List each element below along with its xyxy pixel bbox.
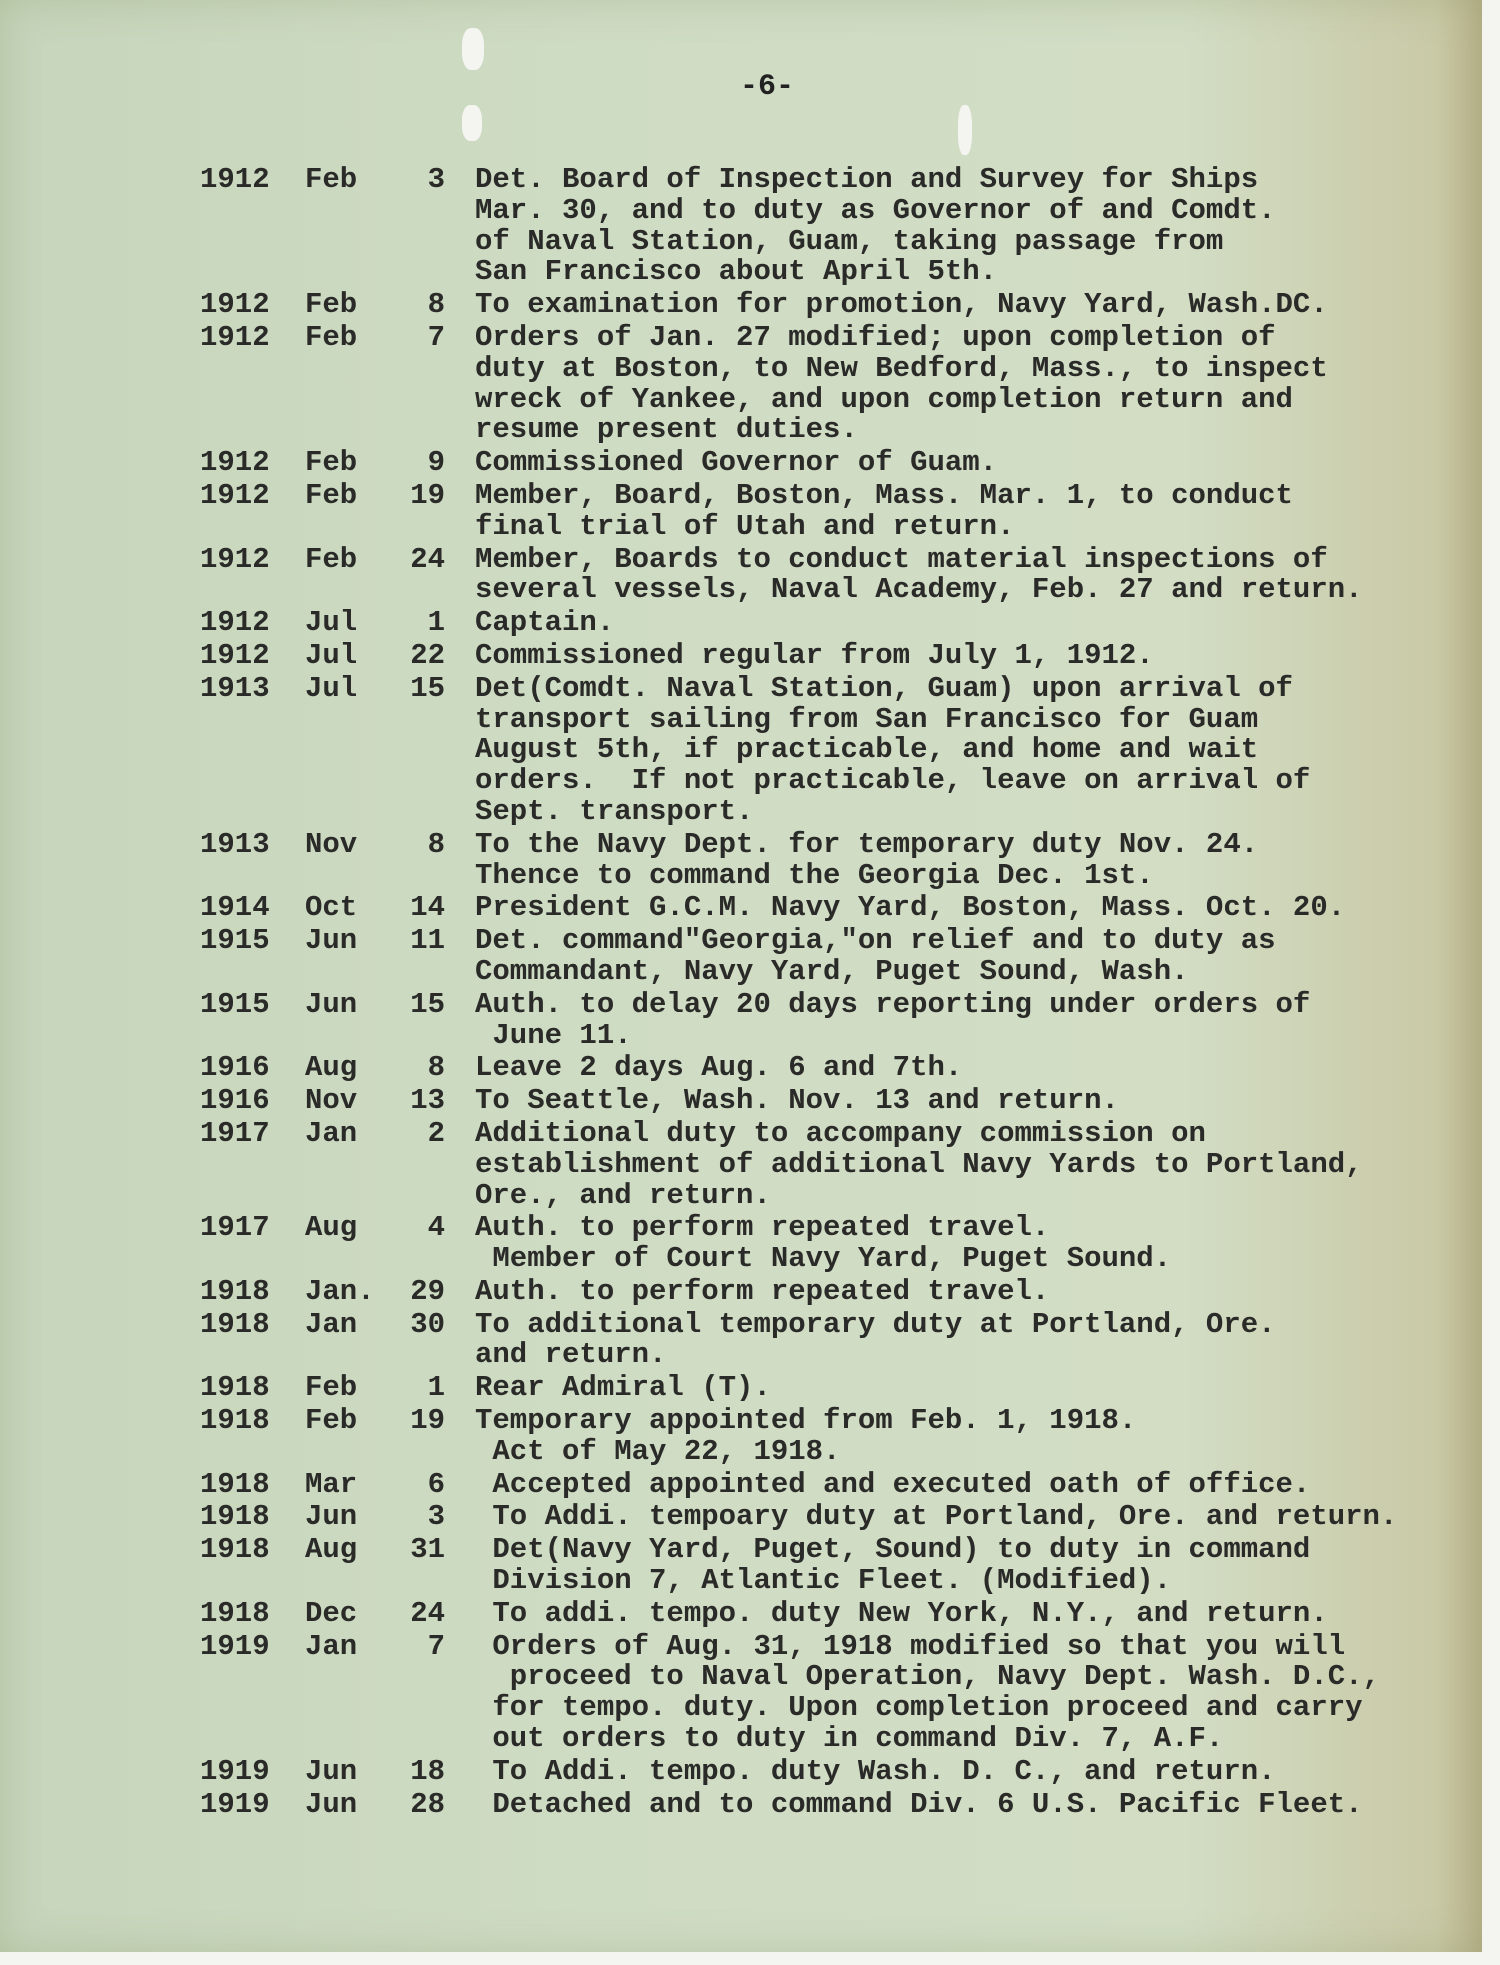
entry-line: Auth. to perform repeated travel. (475, 1274, 1050, 1308)
entry-year: 1918 (200, 1307, 270, 1341)
entry-day: 13 (410, 1084, 445, 1118)
entry-month: Jan (305, 1116, 358, 1150)
entry-text (475, 987, 1460, 1052)
entry-day: 29 (410, 1274, 445, 1308)
entry-day: 24 (410, 542, 445, 576)
entry-year: 1912 (200, 320, 270, 354)
entry-year: 1917 (200, 1116, 270, 1150)
entry-line: To addi. tempo. duty New York, N.Y., and return. (475, 1596, 1328, 1630)
entry-day: 3 (427, 163, 445, 196)
entry-month: Jun (305, 987, 358, 1021)
entry-day: 9 (427, 446, 445, 480)
entry-text (475, 638, 1460, 672)
entry-line: To the Navy Dept. for temporary duty Nov. 24. (475, 827, 1259, 861)
entry-day: 14 (410, 891, 445, 925)
entry-text (475, 608, 1460, 639)
entry-text (475, 1787, 1460, 1821)
entry-day: 11 (410, 924, 445, 958)
entry-text (475, 1502, 1460, 1533)
entry-year: 1912 (200, 478, 270, 512)
entry-line: Member, Boards to conduct material inspections of (475, 542, 1328, 576)
entry-line: To examination for promotion, Navy Yard, Wash.DC. (475, 288, 1328, 322)
entry-day: 8 (427, 827, 445, 861)
entry-text (475, 1086, 1460, 1117)
record-entry (200, 1053, 1460, 1084)
record-entry (200, 1307, 1460, 1372)
entry-text (475, 926, 1460, 988)
record-entry (200, 1373, 1460, 1404)
record-entry (200, 1406, 1460, 1468)
entry-line: Temporary appointed from Feb. 1, 1918. (475, 1404, 1137, 1438)
record-entry (200, 1502, 1460, 1533)
entry-day: 24 (410, 1596, 445, 1630)
record-entry (200, 320, 1460, 447)
record-entry (200, 1467, 1460, 1501)
entry-line: Det. command"Georgia,"on relief and to duty as (475, 924, 1276, 958)
entry-month: Oct (305, 891, 358, 925)
entry-line: Division 7, Atlantic Fleet. (Modified). (475, 1564, 1172, 1598)
entry-line: To additional temporary duty at Portland, Ore. (475, 1307, 1276, 1341)
entry-year: 1912 (200, 163, 270, 196)
entry-year: 1918 (200, 1371, 270, 1405)
entry-year: 1913 (200, 671, 270, 705)
entry-line: Ore., and return. (475, 1178, 771, 1212)
entry-line: Thence to command the Georgia Dec. 1st. (475, 858, 1154, 892)
entry-month: Jan (305, 1307, 358, 1341)
entry-month: Nov (305, 1084, 358, 1118)
entry-text (475, 893, 1460, 924)
entry-line: Member, Board, Boston, Mass. Mar. 1, to conduct (475, 478, 1293, 512)
record-entry (200, 1754, 1460, 1788)
entry-text (475, 1406, 1460, 1468)
entry-line: Act of May 22, 1918. (475, 1434, 841, 1468)
entry-month: Jun (305, 924, 358, 958)
record-entry (200, 671, 1460, 828)
entry-year: 1916 (200, 1084, 270, 1118)
entry-month: Aug (305, 1533, 358, 1567)
entry-year: 1912 (200, 446, 270, 480)
entry-line: Additional duty to accompany commission on (475, 1116, 1206, 1150)
record-entry (200, 448, 1460, 479)
record-entry (200, 893, 1460, 924)
entry-month: Mar (305, 1467, 358, 1501)
entry-text (475, 1274, 1460, 1308)
entry-year: 1918 (200, 1467, 270, 1501)
entry-day: 6 (427, 1467, 445, 1501)
entry-month: Feb (305, 446, 358, 480)
entry-line: Orders of Aug. 31, 1918 modified so that you will (475, 1629, 1346, 1663)
entry-year: 1918 (200, 1596, 270, 1630)
entry-line: Det. Board of Inspection and Survey for Ships (475, 163, 1259, 196)
record-entry (200, 608, 1460, 639)
entry-line: final trial of Utah and return. (475, 509, 1015, 543)
entry-text (475, 1373, 1460, 1404)
entry-year: 1916 (200, 1051, 270, 1085)
record-entry (200, 987, 1460, 1052)
entry-text (475, 542, 1460, 607)
entry-day: 4 (427, 1211, 445, 1245)
page-number: -6- (740, 70, 795, 104)
entry-year: 1912 (200, 542, 270, 576)
entry-line: Mar. 30, and to duty as Governor of and Comdt. (475, 193, 1276, 227)
entry-line: proceed to Naval Operation, Navy Dept. Wash. D.C., (475, 1660, 1380, 1694)
entry-year: 1918 (200, 1274, 270, 1308)
entry-year: 1912 (200, 638, 270, 672)
record-entry (200, 1596, 1460, 1630)
entry-line: June 11. (475, 1018, 632, 1052)
entry-month: Feb (305, 1371, 358, 1405)
entry-month: Jun (305, 1787, 358, 1821)
entry-day: 2 (427, 1116, 445, 1150)
entry-day: 15 (410, 987, 445, 1021)
entry-month: Feb (305, 320, 358, 354)
entry-month: Feb (305, 542, 358, 576)
entry-day: 7 (427, 320, 445, 354)
entry-year: 1918 (200, 1404, 270, 1438)
entry-text (475, 671, 1460, 828)
entry-line: Member of Court Navy Yard, Puget Sound. (475, 1242, 1172, 1276)
entry-year: 1915 (200, 987, 270, 1021)
entry-text (475, 1467, 1460, 1501)
entry-text (475, 1754, 1460, 1788)
entry-line: Accepted appointed and executed oath of office. (475, 1467, 1311, 1501)
record-entry (200, 1116, 1460, 1212)
entry-day: 19 (410, 1404, 445, 1438)
entry-line: transport sailing from San Francisco for Guam (475, 702, 1259, 736)
entry-day: 31 (410, 1533, 445, 1567)
entry-line: and return. (475, 1338, 667, 1372)
entry-line: duty at Boston, to New Bedford, Mass., to inspect (475, 351, 1328, 385)
entry-day: 8 (427, 288, 445, 322)
record-entry (200, 926, 1460, 988)
entry-line: Detached and to command Div. 6 U.S. Pacific Fleet. (475, 1787, 1363, 1821)
entry-day: 30 (410, 1307, 445, 1341)
entry-year: 1912 (200, 606, 270, 640)
entry-line: several vessels, Naval Academy, Feb. 27 and return. (475, 573, 1363, 607)
entry-line: Det(Comdt. Naval Station, Guam) upon arrival of (475, 671, 1293, 705)
entry-text (475, 448, 1460, 479)
entry-month: Jul (305, 638, 358, 672)
entry-line: of Naval Station, Guam, taking passage from (475, 224, 1224, 258)
entry-month: Feb (305, 1404, 358, 1438)
record-entry (200, 478, 1460, 543)
record-entry (200, 542, 1460, 607)
entry-text (475, 478, 1460, 543)
entry-text (475, 1307, 1460, 1372)
record-entry (200, 1086, 1460, 1117)
punch-hole (958, 105, 972, 155)
entry-line: To Addi. tempoary duty at Portland, Ore. and return. (475, 1500, 1398, 1534)
entry-year: 1919 (200, 1787, 270, 1821)
record-entry (200, 1535, 1460, 1597)
entry-year: 1913 (200, 827, 270, 861)
entry-day: 18 (410, 1754, 445, 1788)
entry-year: 1919 (200, 1629, 270, 1663)
entry-line: wreck of Yankee, and upon completion return and (475, 382, 1293, 416)
service-record-list (200, 163, 1460, 1820)
record-entry (200, 165, 1460, 288)
entry-line: Rear Admiral (T). (475, 1371, 771, 1405)
record-entry (200, 1213, 1460, 1275)
entry-line: orders. If not practicable, leave on arrival of (475, 764, 1311, 798)
entry-day: 15 (410, 671, 445, 705)
entry-line: To Seattle, Wash. Nov. 13 and return. (475, 1084, 1119, 1118)
record-entry (200, 1629, 1460, 1756)
record-entry (200, 638, 1460, 672)
entry-line: San Francisco about April 5th. (475, 255, 998, 289)
entry-month: Feb (305, 288, 358, 322)
entry-text (475, 1535, 1460, 1597)
punch-hole (462, 28, 484, 70)
entry-year: 1914 (200, 891, 270, 925)
entry-line: Commissioned regular from July 1, 1912. (475, 638, 1154, 672)
entry-line: out orders to duty in command Div. 7, A.F. (475, 1722, 1224, 1756)
entry-text (475, 1116, 1460, 1212)
entry-year: 1915 (200, 924, 270, 958)
entry-text (475, 1213, 1460, 1275)
entry-line: Leave 2 days Aug. 6 and 7th. (475, 1051, 963, 1085)
entry-year: 1918 (200, 1533, 270, 1567)
entry-line: President G.C.M. Navy Yard, Boston, Mass. Oct. 20. (475, 891, 1346, 925)
entry-year: 1919 (200, 1754, 270, 1788)
entry-month: Jun (305, 1754, 358, 1788)
entry-day: 1 (427, 1371, 445, 1405)
entry-text (475, 1629, 1460, 1756)
record-entry (200, 827, 1460, 892)
entry-line: for tempo. duty. Upon completion proceed and carry (475, 1691, 1363, 1725)
entry-month: Aug (305, 1051, 358, 1085)
entry-line: August 5th, if practicable, and home and wait (475, 733, 1259, 767)
entry-month: Jun (305, 1500, 358, 1534)
entry-line: Commissioned Governor of Guam. (475, 446, 998, 480)
punch-hole (462, 105, 482, 141)
entry-month: Aug (305, 1211, 358, 1245)
entry-text (475, 827, 1460, 892)
entry-text (475, 290, 1460, 321)
record-entry (200, 290, 1460, 321)
entry-line: Orders of Jan. 27 modified; upon completion of (475, 320, 1276, 354)
entry-line: Commandant, Navy Yard, Puget Sound, Wash. (475, 954, 1189, 988)
entry-day: 28 (410, 1787, 445, 1821)
entry-day: 3 (427, 1500, 445, 1534)
entry-day: 22 (410, 638, 445, 672)
entry-month: Jul (305, 671, 358, 705)
record-entry (200, 1787, 1460, 1821)
entry-month: Dec (305, 1596, 358, 1630)
entry-year: 1917 (200, 1211, 270, 1245)
entry-line: Sept. transport. (475, 794, 754, 828)
entry-month: Jan. (305, 1274, 375, 1308)
entry-line: resume present duties. (475, 413, 858, 447)
entry-line: establishment of additional Navy Yards to Portland, (475, 1147, 1363, 1181)
entry-month: Jan (305, 1629, 358, 1663)
entry-text (475, 320, 1460, 447)
entry-year: 1918 (200, 1500, 270, 1534)
entry-month: Nov (305, 827, 358, 861)
record-entry (200, 1274, 1460, 1308)
entry-text (475, 1053, 1460, 1084)
entry-line: To Addi. tempo. duty Wash. D. C., and return. (475, 1754, 1276, 1788)
entry-line: Auth. to perform repeated travel. (475, 1211, 1050, 1245)
entry-day: 1 (427, 606, 445, 640)
entry-day: 8 (427, 1051, 445, 1085)
entry-day: 7 (427, 1629, 445, 1663)
entry-month: Feb (305, 478, 358, 512)
entry-month: Feb (305, 163, 358, 196)
entry-text (475, 165, 1460, 288)
entry-line: Auth. to delay 20 days reporting under orders of (475, 987, 1311, 1021)
entry-line: Captain. (475, 606, 615, 640)
entry-day: 19 (410, 478, 445, 512)
entry-year: 1912 (200, 288, 270, 322)
entry-line: Det(Navy Yard, Puget, Sound) to duty in command (475, 1533, 1311, 1567)
entry-text (475, 1596, 1460, 1630)
entry-month: Jul (305, 606, 358, 640)
